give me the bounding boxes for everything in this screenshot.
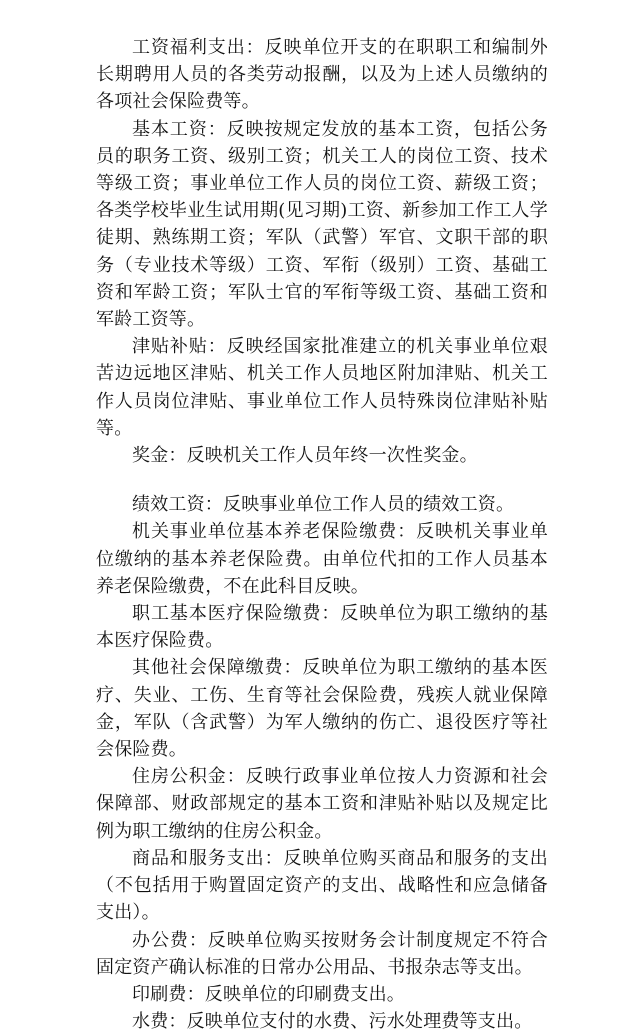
paragraph-basic-salary: 基本工资：反映按规定发放的基本工资，包括公务员的职务工资、级别工资；机关工人的岗位工资、技术等级工资；事业单位工作人员的岗位工资、薪级工资；各类学校毕业生试用期(见习期)工资、新参加工作工人学徒期、熟练期工资；军队（武警）军官、文职干部的职务（专业技术等级）工资、军衔（级别）工资、基础工资和军龄工资；军队士官的军衔等级工资、基础工资和军龄工资等。	[96, 118, 548, 331]
paragraph-other-social-security: 其他社会保障缴费：反映单位为职工缴纳的基本医疗、失业、工伤、生育等社会保险费，残疾人就业保障金，军队（含武警）为军人缴纳的伤亡、退役医疗等社会保险费。	[96, 657, 548, 761]
document-body	[96, 34, 548, 1035]
paragraph-office-expenses: 办公费：反映单位购买按财务会计制度规定不符合固定资产确认标准的日常办公用品、书报杂志等支出。	[96, 929, 548, 978]
paragraph-housing-fund: 住房公积金：反映行政事业单位按人力资源和社会保障部、财政部规定的基本工资和津贴补贴以及规定比例为职工缴纳的住房公积金。	[96, 766, 548, 842]
paragraph-printing-expenses: 印刷费：反映单位的印刷费支出。	[132, 983, 405, 1005]
paragraph-bonus: 奖金：反映机关工作人员年终一次性奖金。	[132, 445, 478, 467]
paragraph-spacer	[96, 469, 548, 491]
paragraph-wage-welfare: 工资福利支出：反映单位开支的在职职工和编制外长期聘用人员的各类劳动报酬，以及为上述人员缴纳的各项社会保险费等。	[96, 37, 548, 113]
paragraph-allowances: 津贴补贴：反映经国家批准建立的机关事业单位艰苦边远地区津贴、机关工作人员地区附加津贴、机关工作人员岗位津贴、事业单位工作人员特殊岗位津贴补贴等。	[96, 336, 548, 439]
paragraph-water-expenses: 水费：反映单位支付的水费、污水处理费等支出。	[132, 1011, 533, 1033]
paragraph-goods-services: 商品和服务支出：反映单位购买商品和服务的支出（不包括用于购置固定资产的支出、战略性和应急储备支出）。	[96, 847, 548, 924]
paragraph-pension-insurance: 机关事业单位基本养老保险缴费：反映机关事业单位缴纳的基本养老保险费。由单位代扣的工作人员基本养老保险缴费，不在此科目反映。	[96, 521, 548, 597]
paragraph-medical-insurance: 职工基本医疗保险缴费：反映单位为职工缴纳的基本医疗保险费。	[96, 603, 548, 652]
paragraph-performance-pay: 绩效工资：反映事业单位工作人员的绩效工资。	[132, 494, 515, 516]
